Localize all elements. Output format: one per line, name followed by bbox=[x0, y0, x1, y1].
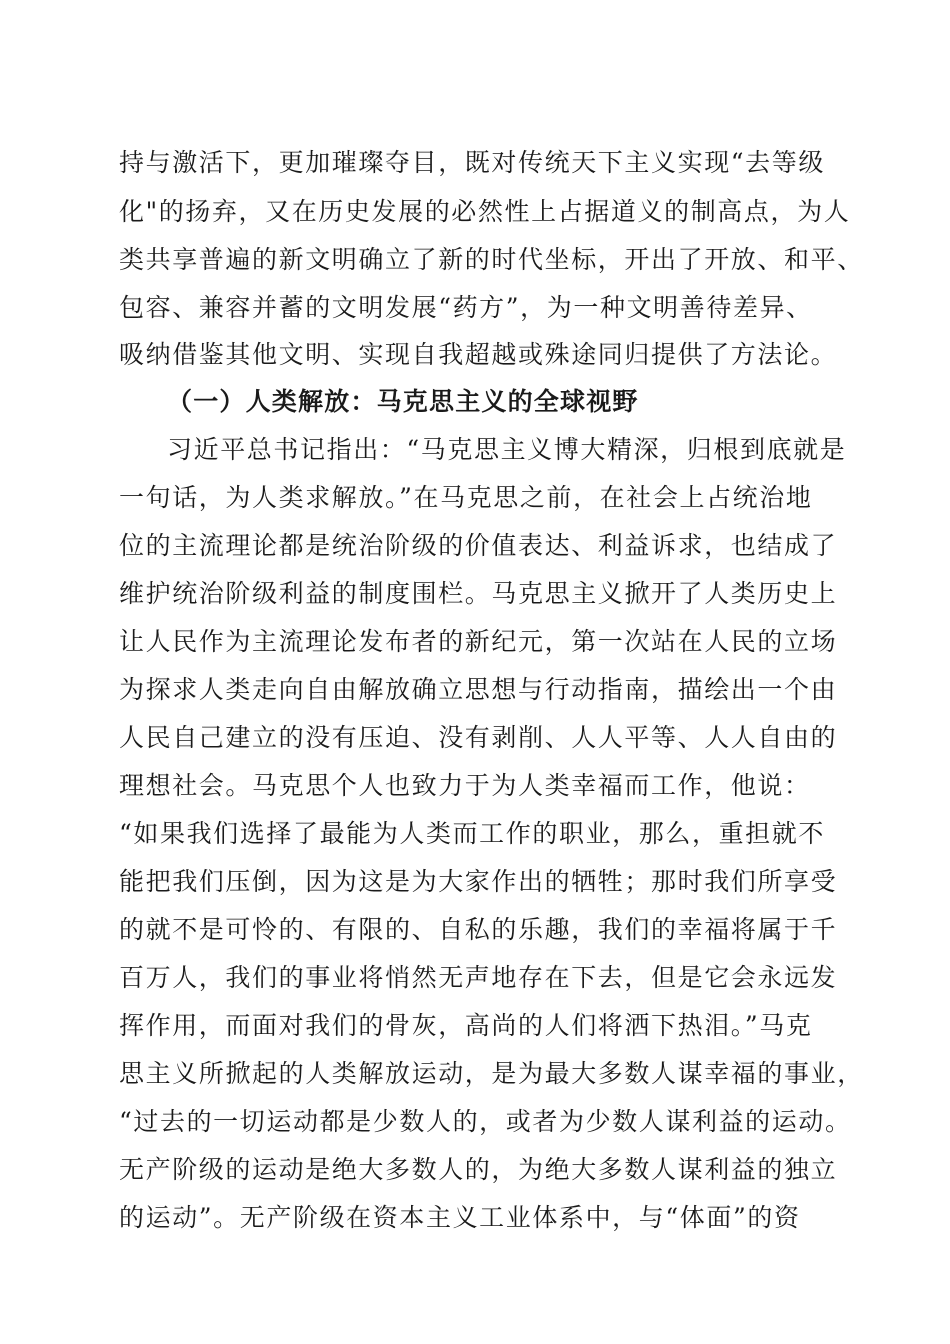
paragraph-2-line: 让人民作为主流理论发布者的新纪元，第一次站在人民的立场 bbox=[119, 627, 838, 656]
paragraph-1-line: 包容、兼容并蓄的文明发展“药方”，为一种文明善待差异、 bbox=[119, 293, 813, 322]
paragraph-2-line: “过去的一切运动都是少数人的，或者为少数人谋利益的运动。 bbox=[119, 1107, 852, 1136]
paragraph-2-line: 百万人，我们的事业将悄然无声地存在下去，但是它会永远发 bbox=[119, 963, 838, 992]
paragraph-2-line: 为探求人类走向自由解放确立思想与行动指南，描绘出一个由 bbox=[119, 675, 838, 704]
section-heading: （一）人类解放：马克思主义的全球视野 bbox=[167, 387, 639, 416]
paragraph-1-line: 持与激活下，更加璀璨夺目，既对传统天下主义实现“去等级 bbox=[119, 148, 825, 177]
paragraph-2-line: 理想社会。马克思个人也致力于为人类幸福而工作，他说： bbox=[119, 771, 811, 800]
paragraph-2-line: 习近平总书记指出：“马克思主义博大精深，归根到底就是 bbox=[167, 435, 847, 464]
paragraph-2-line: 一句话，为人类求解放。”在马克思之前，在社会上占统治地 bbox=[119, 483, 813, 512]
paragraph-2-line: 无产阶级的运动是绝大多数人的，为绝大多数人谋利益的独立 bbox=[119, 1155, 838, 1184]
paragraph-1-line: 吸纳借鉴其他文明、实现自我超越或殊途同归提供了方法论。 bbox=[119, 340, 838, 369]
paragraph-2-line: 位的主流理论都是统治阶级的价值表达、利益诉求，也结成了 bbox=[119, 531, 838, 560]
paragraph-2-line: 的就不是可怜的、有限的、自私的乐趣，我们的幸福将属于千 bbox=[119, 915, 838, 944]
paragraph-2-line: 人民自己建立的没有压迫、没有剥削、人人平等、人人自由的 bbox=[119, 723, 838, 752]
paragraph-1-line: 化"的扬弃，又在历史发展的必然性上占据道义的制高点，为人 bbox=[119, 197, 851, 226]
paragraph-1-line: 类共享普遍的新文明确立了新的时代坐标，开出了开放、和平、 bbox=[119, 245, 864, 274]
paragraph-2-line: 维护统治阶级利益的制度围栏。马克思主义掀开了人类历史上 bbox=[119, 579, 838, 608]
paragraph-2-line: 思主义所掀起的人类解放运动，是为最大多数人谋幸福的事业， bbox=[119, 1059, 864, 1088]
paragraph-2-line: 的运动”。无产阶级在资本主义工业体系中，与“体面”的资 bbox=[119, 1203, 801, 1232]
paragraph-2-line: 能把我们压倒，因为这是为大家作出的牺牲；那时我们所享受 bbox=[119, 867, 838, 896]
paragraph-2-line: “如果我们选择了最能为人类而工作的职业，那么，重担就不 bbox=[119, 819, 825, 848]
paragraph-2-line: 挥作用，而面对我们的骨灰，高尚的人们将洒下热泪。”马克 bbox=[119, 1011, 813, 1040]
